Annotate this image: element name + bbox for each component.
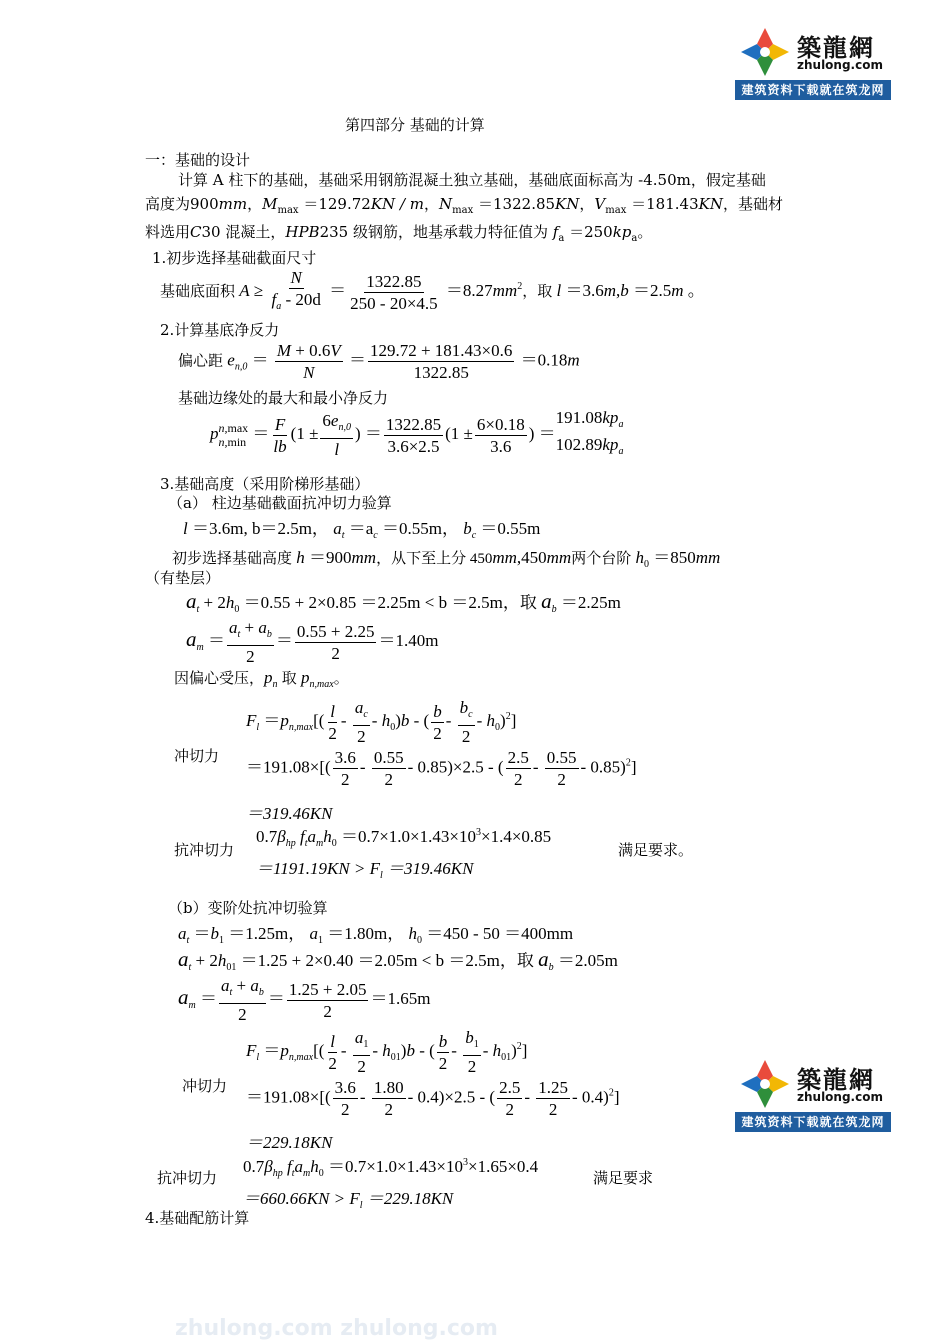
logo-site: zhulong.com xyxy=(797,1090,883,1104)
value: ＝250 xyxy=(569,223,613,241)
value: ＝8.27 xyxy=(445,280,493,300)
paragraph-line-params: 高度为900mm，$M_{max} =129.72KN / m$，$N_{max} =1322.85KN$，$V_{max} =181.43KN$，基础材 xyxy=(145,195,783,216)
fraction: $\frac{N}{f_a - 20d}$ xyxy=(271,268,321,312)
step-heading: 4.基础配筋计算 xyxy=(145,1209,250,1227)
text: 235 级钢筋，地基承载力特征值为 xyxy=(319,223,548,241)
equation-am: $a_m$ ＝ $\frac{a_t + a_b}{2}$ ＝ $\frac{0.55 + 2.25}{2}$ ＝1.40m xyxy=(186,618,439,666)
label: 偏心距 xyxy=(178,353,224,370)
sub-heading: （b）变阶处抗冲切验算 xyxy=(168,899,328,917)
equation-line: l ＝3.6m, b＝2.5m， $a_t =a_c =0.55m$， $b_c =0.55m$ xyxy=(183,519,541,541)
text: （有垫层） xyxy=(145,569,221,587)
step-heading: 2.计算基底净反力 xyxy=(160,321,280,339)
equation-am: $a_m$ ＝ $\frac{a_t + a_b}{2}$ ＝ $\frac{1.25 + 2.05}{2}$ ＝1.65m xyxy=(178,976,431,1024)
logo-slogan: 建筑资料下载就在筑龙网 xyxy=(735,80,891,100)
equation-Fl-values: ＝191.08×[( $\frac{3.6}{2}$ - $\frac{0.55}{2}$ - 0.85)×2.5 - ( $\frac{2.5}{2}$ - $\frac{0.55}{2}$ - 0.85)$^2$] xyxy=(246,748,637,789)
text: 高度为900 xyxy=(145,195,219,213)
equation-Fl: $F_l =p_{n,max}$[( $\frac{l}{2}$ - $\frac{a_1}{2}$ - $h_{01})b$ - ( $\frac{b}{2}$ - $\frac{b_1}{2}$ - $h_{01})^2$] xyxy=(246,1028,528,1076)
sub-heading: （a） 柱边基础截面抗冲切力验算 xyxy=(168,494,392,512)
logo-slogan: 建筑资料下载就在筑龙网 xyxy=(735,1112,891,1132)
text: 30 混凝土， xyxy=(201,223,286,241)
equation-Fl-values: ＝191.08×[( $\frac{3.6}{2}$ - $\frac{1.80}{2}$ - 0.4)×2.5 - ( $\frac{2.5}{2}$ - $\frac{1.25}{2}$ - 0.4)$^2$] xyxy=(246,1078,620,1119)
check-ok: 满足要求。 xyxy=(618,841,694,859)
fraction: $\frac{M + 0.6V}{N}$ xyxy=(276,341,341,382)
step-heading: 3.基础高度（采用阶梯形基础） xyxy=(160,475,370,493)
section-heading: 一：基础的设计 xyxy=(145,151,251,169)
pmax-value: 191.08 xyxy=(555,408,603,427)
zhulong-logo xyxy=(735,1054,891,1134)
zhulong-logo-icon xyxy=(739,26,791,78)
value: ＝1322.85 xyxy=(478,195,556,213)
paragraph-line: 计算 A 柱下的基础，基础采用钢筋混凝土独立基础，基础底面标高为 -4.50m，假定基础 xyxy=(178,171,766,189)
equation-line: 初步选择基础高度 h ＝900mm，从下至上分 450mm,450mm两个台阶 $h_0 =850mm$ xyxy=(172,548,721,570)
equation-resistance-result: $=660.66KN > F_l =229.18KN$ xyxy=(243,1189,454,1211)
equation-resistance: $0.7\beta_{hp}$ $f_ta_mh_0 =0.7\times 1.0\times 1.43\times 10^3\times 1.65\times 0.4$ xyxy=(243,1157,539,1179)
label: 抗冲切力 xyxy=(157,1169,218,1187)
text: C xyxy=(190,223,202,241)
paragraph-line-materials: 料选用C30 混凝土，HPB235 级钢筋，地基承载力特征值为 $f_a =250kp_a$。 xyxy=(145,223,653,244)
equation-result: ＝319.46KN xyxy=(246,804,333,823)
equation-resistance: $0.7\beta_{hp}$ $f_ta_mh_0 =0.7\times 1.0\times 1.43\times 10^3\times 1.4\times 0.85$ xyxy=(256,827,552,849)
equation-line: $a_t + 2h_0 =0.55 + 2\times 0.85 =2.25m < b =2.5m$，取 $a_b =2.25m$ xyxy=(186,589,621,615)
text: 。 xyxy=(637,223,653,241)
logo-brand: 築龍網 xyxy=(797,34,875,62)
text: ，取 xyxy=(522,283,553,300)
label: 冲切力 xyxy=(174,747,220,765)
equation-result: ＝229.18KN xyxy=(246,1133,333,1152)
text: HPB xyxy=(285,223,320,241)
zhulong-logo-icon xyxy=(739,1058,791,1110)
equation-line: 因偏心受压，$p_n$ 取 $p_{n,max}$。 xyxy=(174,668,349,690)
logo-brand: 築龍網 xyxy=(797,1066,875,1094)
label: 抗冲切力 xyxy=(174,841,235,859)
equation-line: $a_t =b_1 =1.25m$， $a_1 =1.80m$， $h_0 =450 - 50 =400mm$ xyxy=(178,924,574,946)
pmin-value: 102.89 xyxy=(555,435,603,454)
logo-site: zhulong.com xyxy=(797,58,883,72)
equation-Fl: $F_l =p_{n,max}$[( $\frac{l}{2}$ - $\frac{a_c}{2}$ - $h_0)b$ - ( $\frac{b}{2}$ - $\frac{b_c}{2}$ - $h_0)^2$] xyxy=(246,698,517,746)
label: 基础边缘处的最大和最小净反力 xyxy=(178,389,389,407)
equation-pressure: p n, n, max min ＝ $\frac{F}{lb}$ (1 ± $\frac{6e_{n,0}}{l}$ ) ＝ $\frac{1322.85}{3.6\times 2.5}$ (1 ± $\frac{6\times 0.18}{3.6}$ ) ＝ $191.08kp_a$ $102.89kp_a$ xyxy=(210,408,624,459)
fraction: $\frac{129.72 + 181.43\times 0.6}{1322.85}$ xyxy=(369,341,513,382)
label: 冲切力 xyxy=(182,1077,228,1095)
equation-resistance-result: $=1191.19KN > F_l =319.46KN$ xyxy=(256,859,474,881)
text: mm xyxy=(218,195,248,213)
check-ok: 满足要求 xyxy=(593,1169,654,1187)
label: 基础底面积 xyxy=(160,283,236,300)
value: ＝0.18 xyxy=(520,350,568,370)
equation-line: $a_t + 2h_{01} =1.25 + 2\times 0.40 =2.05m < b =2.5m$，取 $a_b =2.05m$ xyxy=(178,947,618,973)
value: ＝181.43 xyxy=(631,195,699,213)
equation-eccentricity: 偏心距 $e_{n,0}$ ＝ $\frac{M + 0.6V}{N}$ ＝ $\frac{129.72 + 181.43\times 0.6}{1322.85}$ ＝0.18m xyxy=(178,341,580,382)
page-title: 第四部分 基础的计算 xyxy=(345,116,485,134)
equation-area: 基础底面积 A ≥ $\frac{N}{f_a - 20d}$ ＝ $\frac{1322.85}{250 - 20\times 4.5}$ $=8.27mm^2$，取 l ＝3.6m,b ＝2.5m 。 xyxy=(160,268,705,316)
zhulong-logo xyxy=(735,22,891,102)
fraction: $\frac{1322.85}{250 - 20\times 4.5}$ xyxy=(350,271,438,313)
text: ，基础材 xyxy=(722,195,783,213)
value: ＝129.72 xyxy=(303,195,371,213)
text: 料选用 xyxy=(145,223,191,241)
step-heading: 1.初步选择基础截面尺寸 xyxy=(152,249,317,267)
footer-watermark: zhulong.com zhulong.com xyxy=(175,1316,498,1341)
